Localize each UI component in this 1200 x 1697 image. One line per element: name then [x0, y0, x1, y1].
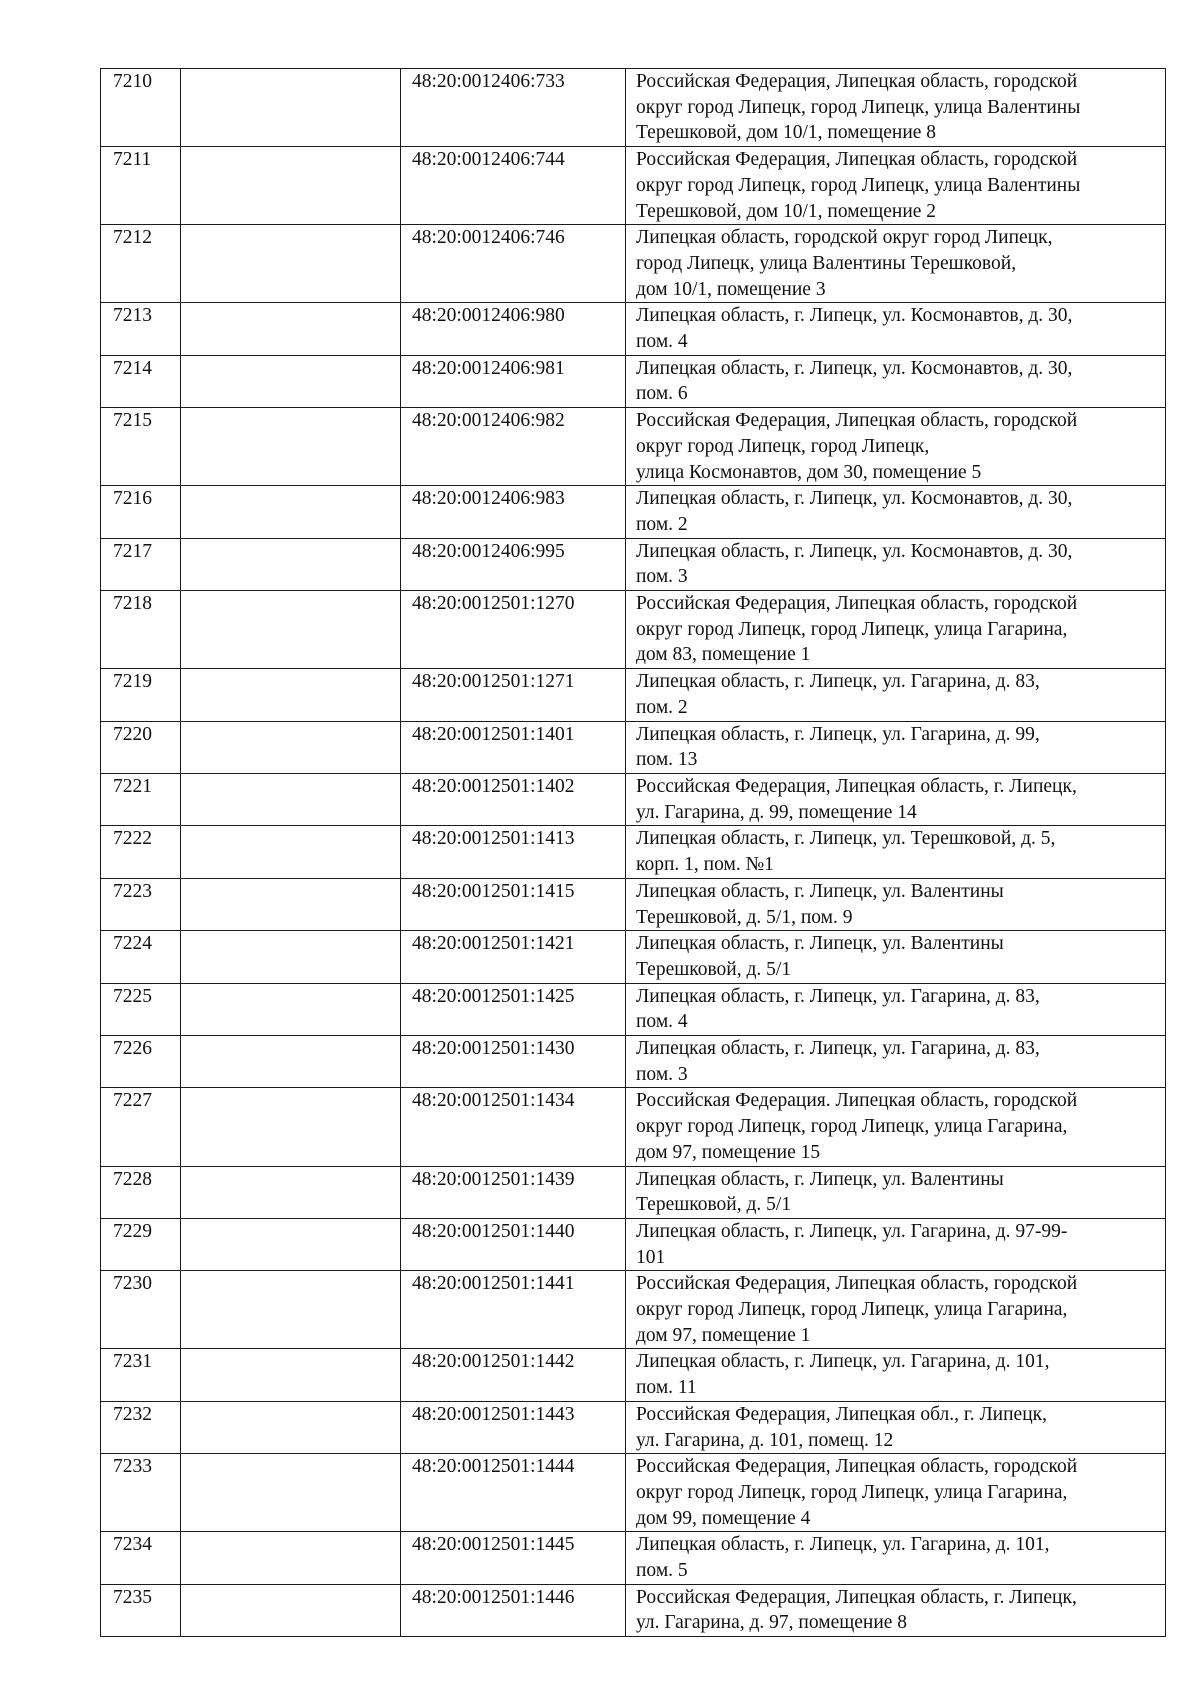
row-number-cell: 7234 — [101, 1532, 181, 1584]
address-cell: Российская Федерация, Липецкая область, г. Липецк, ул. Гагарина, д. 97, помещение 8 — [626, 1584, 1166, 1636]
table-row — [101, 1584, 1166, 1636]
address-cell: Российская Федерация, Липецкая область, городской округ город Липецк, город Липецк, улица Космонавтов, дом 30, помещение 5 — [626, 408, 1166, 486]
table-row — [101, 1454, 1166, 1532]
cadastral-number-cell: 48:20:0012406:733 — [401, 69, 626, 147]
address-cell: Российская Федерация, Липецкая область, городской округ город Липецк, город Липецк, улица Валентины Терешковой, дом 10/1, помещение 8 — [626, 69, 1166, 147]
address-cell: Липецкая область, г. Липецк, ул. Космонавтов, д. 30, пом. 4 — [626, 303, 1166, 355]
row-number-cell: 7220 — [101, 721, 181, 773]
table-row — [101, 225, 1166, 303]
owner-cell — [181, 147, 401, 225]
table-row — [101, 931, 1166, 983]
registry-table-body — [101, 69, 1166, 1637]
row-number-cell: 7225 — [101, 983, 181, 1035]
registry-table — [100, 68, 1166, 1637]
cadastral-number-cell: 48:20:0012406:995 — [401, 538, 626, 590]
cadastral-number-cell: 48:20:0012406:980 — [401, 303, 626, 355]
cadastral-number-cell: 48:20:0012501:1441 — [401, 1271, 626, 1349]
row-number-cell: 7229 — [101, 1218, 181, 1270]
row-number-cell: 7231 — [101, 1349, 181, 1401]
table-row — [101, 878, 1166, 930]
cadastral-number-cell: 48:20:0012406:983 — [401, 486, 626, 538]
owner-cell — [181, 1532, 401, 1584]
table-row — [101, 1401, 1166, 1453]
cadastral-number-cell: 48:20:0012501:1270 — [401, 591, 626, 669]
cadastral-number-cell: 48:20:0012406:744 — [401, 147, 626, 225]
table-row — [101, 669, 1166, 721]
row-number-cell: 7211 — [101, 147, 181, 225]
row-number-cell: 7218 — [101, 591, 181, 669]
cadastral-number-cell: 48:20:0012406:981 — [401, 355, 626, 407]
owner-cell — [181, 1401, 401, 1453]
owner-cell — [181, 1454, 401, 1532]
owner-cell — [181, 721, 401, 773]
table-row — [101, 147, 1166, 225]
table-row — [101, 591, 1166, 669]
cadastral-number-cell: 48:20:0012501:1439 — [401, 1166, 626, 1218]
cadastral-number-cell: 48:20:0012501:1444 — [401, 1454, 626, 1532]
row-number-cell: 7212 — [101, 225, 181, 303]
address-cell: Липецкая область, г. Липецк, ул. Гагарина, д. 101, пом. 11 — [626, 1349, 1166, 1401]
owner-cell — [181, 826, 401, 878]
row-number-cell: 7228 — [101, 1166, 181, 1218]
row-number-cell: 7217 — [101, 538, 181, 590]
row-number-cell: 7230 — [101, 1271, 181, 1349]
row-number-cell: 7222 — [101, 826, 181, 878]
table-row — [101, 1271, 1166, 1349]
owner-cell — [181, 878, 401, 930]
owner-cell — [181, 1584, 401, 1636]
address-cell: Липецкая область, г. Липецк, ул. Космонавтов, д. 30, пом. 3 — [626, 538, 1166, 590]
address-cell: Российская Федерация, Липецкая область, городской округ город Липецк, город Липецк, улица Гагарина, дом 99, помещение 4 — [626, 1454, 1166, 1532]
table-row — [101, 1088, 1166, 1166]
table-row — [101, 983, 1166, 1035]
address-cell: Липецкая область, г. Липецк, ул. Гагарина, д. 83, пом. 3 — [626, 1036, 1166, 1088]
table-row — [101, 538, 1166, 590]
address-cell: Липецкая область, г. Липецк, ул. Валентины Терешковой, д. 5/1 — [626, 931, 1166, 983]
owner-cell — [181, 1271, 401, 1349]
table-row — [101, 1166, 1166, 1218]
table-row — [101, 408, 1166, 486]
table-row — [101, 826, 1166, 878]
address-cell: Липецкая область, г. Липецк, ул. Гагарина, д. 99, пом. 13 — [626, 721, 1166, 773]
table-row — [101, 355, 1166, 407]
cadastral-number-cell: 48:20:0012501:1425 — [401, 983, 626, 1035]
owner-cell — [181, 486, 401, 538]
address-cell: Липецкая область, г. Липецк, ул. Гагарина, д. 83, пом. 4 — [626, 983, 1166, 1035]
cadastral-number-cell: 48:20:0012501:1440 — [401, 1218, 626, 1270]
cadastral-number-cell: 48:20:0012501:1401 — [401, 721, 626, 773]
table-row — [101, 303, 1166, 355]
owner-cell — [181, 1166, 401, 1218]
owner-cell — [181, 1036, 401, 1088]
row-number-cell: 7224 — [101, 931, 181, 983]
address-cell: Липецкая область, г. Липецк, ул. Валентины Терешковой, д. 5/1, пом. 9 — [626, 878, 1166, 930]
cadastral-number-cell: 48:20:0012501:1421 — [401, 931, 626, 983]
cadastral-number-cell: 48:20:0012406:982 — [401, 408, 626, 486]
owner-cell — [181, 303, 401, 355]
row-number-cell: 7214 — [101, 355, 181, 407]
address-cell: Российская Федерация, Липецкая область, городской округ город Липецк, город Липецк, улица Валентины Терешковой, дом 10/1, помещение 2 — [626, 147, 1166, 225]
owner-cell — [181, 669, 401, 721]
row-number-cell: 7216 — [101, 486, 181, 538]
row-number-cell: 7233 — [101, 1454, 181, 1532]
cadastral-number-cell: 48:20:0012501:1430 — [401, 1036, 626, 1088]
address-cell: Российская Федерация, Липецкая область, г. Липецк, ул. Гагарина, д. 99, помещение 14 — [626, 773, 1166, 825]
row-number-cell: 7226 — [101, 1036, 181, 1088]
table-row — [101, 1036, 1166, 1088]
table-row — [101, 1532, 1166, 1584]
address-cell: Липецкая область, г. Липецк, ул. Космонавтов, д. 30, пом. 6 — [626, 355, 1166, 407]
row-number-cell: 7227 — [101, 1088, 181, 1166]
address-cell: Российская Федерация, Липецкая область, городской округ город Липецк, город Липецк, улица Гагарина, дом 83, помещение 1 — [626, 591, 1166, 669]
cadastral-number-cell: 48:20:0012501:1415 — [401, 878, 626, 930]
address-cell: Липецкая область, г. Липецк, ул. Гагарина, д. 97-99- 101 — [626, 1218, 1166, 1270]
owner-cell — [181, 1218, 401, 1270]
owner-cell — [181, 983, 401, 1035]
owner-cell — [181, 225, 401, 303]
owner-cell — [181, 931, 401, 983]
row-number-cell: 7221 — [101, 773, 181, 825]
cadastral-number-cell: 48:20:0012501:1446 — [401, 1584, 626, 1636]
owner-cell — [181, 773, 401, 825]
cadastral-number-cell: 48:20:0012501:1443 — [401, 1401, 626, 1453]
cadastral-number-cell: 48:20:0012501:1442 — [401, 1349, 626, 1401]
owner-cell — [181, 1088, 401, 1166]
owner-cell — [181, 1349, 401, 1401]
row-number-cell: 7213 — [101, 303, 181, 355]
address-cell: Липецкая область, г. Липецк, ул. Терешковой, д. 5, корп. 1, пом. №1 — [626, 826, 1166, 878]
address-cell: Липецкая область, г. Липецк, ул. Валентины Терешковой, д. 5/1 — [626, 1166, 1166, 1218]
owner-cell — [181, 69, 401, 147]
table-row — [101, 721, 1166, 773]
row-number-cell: 7215 — [101, 408, 181, 486]
cadastral-number-cell: 48:20:0012501:1402 — [401, 773, 626, 825]
address-cell: Липецкая область, г. Липецк, ул. Гагарина, д. 83, пом. 2 — [626, 669, 1166, 721]
cadastral-number-cell: 48:20:0012501:1413 — [401, 826, 626, 878]
table-row — [101, 486, 1166, 538]
address-cell: Российская Федерация, Липецкая обл., г. Липецк, ул. Гагарина, д. 101, помещ. 12 — [626, 1401, 1166, 1453]
row-number-cell: 7232 — [101, 1401, 181, 1453]
row-number-cell: 7210 — [101, 69, 181, 147]
table-row — [101, 773, 1166, 825]
owner-cell — [181, 408, 401, 486]
row-number-cell: 7219 — [101, 669, 181, 721]
owner-cell — [181, 355, 401, 407]
cadastral-number-cell: 48:20:0012501:1271 — [401, 669, 626, 721]
owner-cell — [181, 538, 401, 590]
address-cell: Липецкая область, г. Липецк, ул. Гагарина, д. 101, пом. 5 — [626, 1532, 1166, 1584]
address-cell: Липецкая область, городской округ город Липецк, город Липецк, улица Валентины Терешковой, дом 10/1, помещение 3 — [626, 225, 1166, 303]
address-cell: Российская Федерация. Липецкая область, городской округ город Липецк, город Липецк, улица Гагарина, дом 97, помещение 15 — [626, 1088, 1166, 1166]
owner-cell — [181, 591, 401, 669]
cadastral-number-cell: 48:20:0012406:746 — [401, 225, 626, 303]
row-number-cell: 7235 — [101, 1584, 181, 1636]
address-cell: Российская Федерация, Липецкая область, городской округ город Липецк, город Липецк, улица Гагарина, дом 97, помещение 1 — [626, 1271, 1166, 1349]
cadastral-number-cell: 48:20:0012501:1445 — [401, 1532, 626, 1584]
table-row — [101, 1349, 1166, 1401]
row-number-cell: 7223 — [101, 878, 181, 930]
cadastral-number-cell: 48:20:0012501:1434 — [401, 1088, 626, 1166]
table-row — [101, 69, 1166, 147]
address-cell: Липецкая область, г. Липецк, ул. Космонавтов, д. 30, пом. 2 — [626, 486, 1166, 538]
table-row — [101, 1218, 1166, 1270]
